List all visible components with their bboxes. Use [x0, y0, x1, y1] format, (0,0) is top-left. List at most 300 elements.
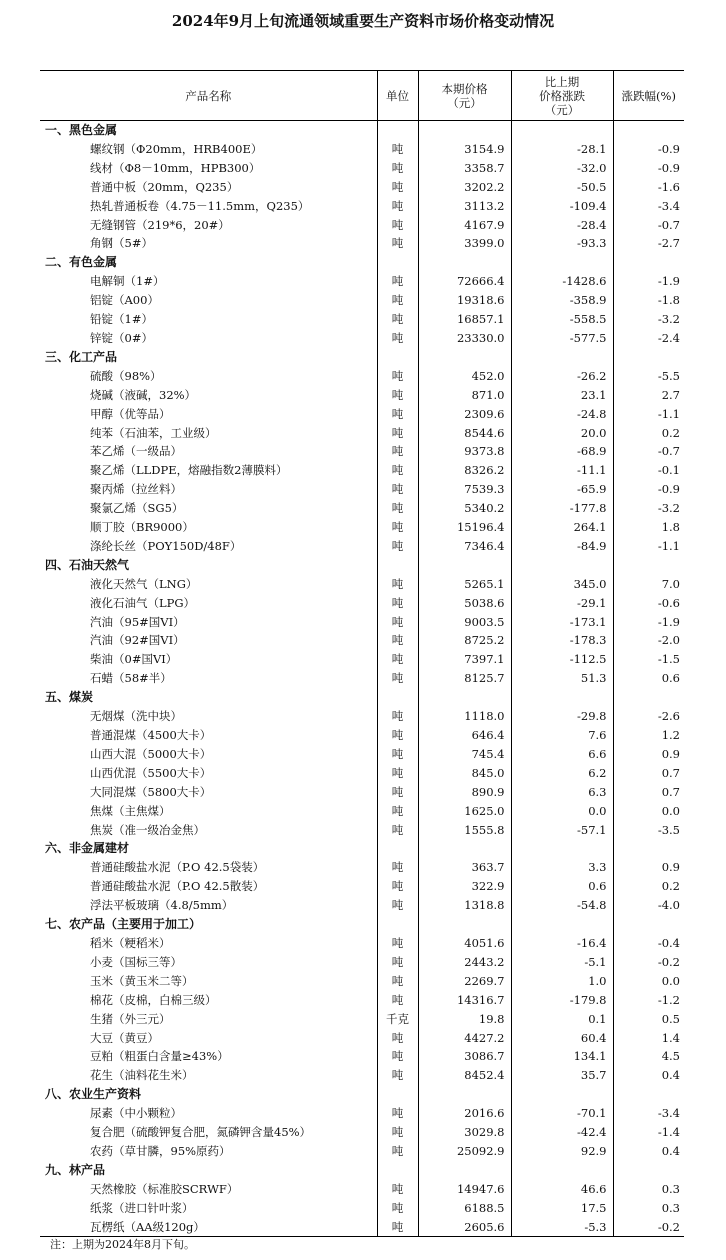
change-percent: -2.7 — [613, 234, 684, 253]
price-change: 134.1 — [511, 1047, 613, 1066]
price-change: -1428.6 — [511, 272, 613, 291]
category-name: 六、非金属建材 — [45, 841, 130, 856]
table-row — [40, 159, 684, 178]
change-percent: -0.7 — [613, 216, 684, 235]
category-diff-cell — [511, 121, 613, 140]
header-price-change-line2: 价格涨跌 — [539, 88, 585, 103]
category-price-cell — [418, 348, 511, 367]
price-change: -93.3 — [511, 234, 613, 253]
current-price: 452.0 — [418, 367, 511, 386]
category-name: 三、化工产品 — [45, 349, 118, 364]
unit-cell: 吨 — [377, 1180, 418, 1199]
current-price: 1118.0 — [418, 707, 511, 726]
product-name: 苯乙烯（一级品） — [90, 444, 182, 459]
product-name: 浮法平板玻璃（4.8/5mm） — [90, 898, 234, 913]
current-price: 3113.2 — [418, 197, 511, 216]
unit-cell: 吨 — [377, 1066, 418, 1085]
table-row — [40, 424, 684, 443]
current-price: 3029.8 — [418, 1123, 511, 1142]
category-pct-cell — [613, 915, 684, 934]
table-row — [40, 386, 684, 405]
price-table — [40, 70, 684, 1237]
product-name: 螺纹钢（Φ20mm，HRB400E） — [90, 141, 263, 156]
product-name: 普通中板（20mm，Q235） — [90, 179, 239, 194]
product-name: 焦煤（主焦煤） — [90, 803, 171, 818]
product-name: 豆粕（粗蛋白含量≥43%） — [90, 1049, 229, 1064]
price-change: 0.6 — [511, 877, 613, 896]
change-percent: -1.4 — [613, 1123, 684, 1142]
table-row — [40, 972, 684, 991]
document-title: 2024年9月上旬流通领域重要生产资料市场价格变动情况 — [171, 12, 555, 30]
product-name: 烧碱（液碱，32%） — [90, 387, 197, 402]
current-price: 9003.5 — [418, 613, 511, 632]
unit-cell: 吨 — [377, 480, 418, 499]
category-name: 七、农产品（主要用于加工） — [45, 917, 202, 932]
table-row — [40, 575, 684, 594]
product-name: 焦炭（准一级冶金焦） — [90, 822, 205, 837]
unit-cell: 吨 — [377, 159, 418, 178]
current-price: 25092.9 — [418, 1142, 511, 1161]
table-row — [40, 216, 684, 235]
unit-cell: 吨 — [377, 499, 418, 518]
table-row — [40, 783, 684, 802]
category-price-cell — [418, 1161, 511, 1180]
category-row — [40, 348, 684, 367]
unit-cell: 吨 — [377, 518, 418, 537]
product-name: 普通硅酸盐水泥（P.O 42.5散装） — [90, 879, 265, 894]
category-row — [40, 121, 684, 140]
product-name: 柴油（0#国VI） — [90, 652, 178, 667]
current-price: 8452.4 — [418, 1066, 511, 1085]
table-row — [40, 726, 684, 745]
table-row — [40, 480, 684, 499]
table-row — [40, 745, 684, 764]
current-price: 322.9 — [418, 877, 511, 896]
change-percent: -2.0 — [613, 631, 684, 650]
current-price: 4167.9 — [418, 216, 511, 235]
category-diff-cell — [511, 688, 613, 707]
table-row — [40, 594, 684, 613]
unit-cell: 吨 — [377, 613, 418, 632]
table-row — [40, 499, 684, 518]
price-change: 3.3 — [511, 858, 613, 877]
unit-cell: 吨 — [377, 537, 418, 556]
change-percent: -0.1 — [613, 461, 684, 480]
unit-cell: 吨 — [377, 442, 418, 461]
current-price: 845.0 — [418, 764, 511, 783]
price-change: 6.3 — [511, 783, 613, 802]
category-price-cell — [418, 121, 511, 140]
current-price: 5265.1 — [418, 575, 511, 594]
current-price: 7539.3 — [418, 480, 511, 499]
current-price: 8725.2 — [418, 631, 511, 650]
table-row — [40, 272, 684, 291]
table-row — [40, 1066, 684, 1085]
unit-cell: 吨 — [377, 745, 418, 764]
product-name: 石蜡（58#半） — [90, 671, 172, 686]
price-change: -29.1 — [511, 594, 613, 613]
unit-cell: 吨 — [377, 707, 418, 726]
category-pct-cell — [613, 556, 684, 575]
table-row — [40, 707, 684, 726]
category-row — [40, 839, 684, 858]
change-percent: 0.3 — [613, 1180, 684, 1199]
price-change: 17.5 — [511, 1199, 613, 1218]
unit-cell: 吨 — [377, 953, 418, 972]
current-price: 3086.7 — [418, 1047, 511, 1066]
table-row — [40, 310, 684, 329]
category-price-cell — [418, 1085, 511, 1104]
change-percent: -1.9 — [613, 613, 684, 632]
product-name: 聚乙烯（LLDPE，熔融指数2薄膜料） — [90, 463, 288, 478]
table-row — [40, 802, 684, 821]
unit-cell: 吨 — [377, 197, 418, 216]
current-price: 5340.2 — [418, 499, 511, 518]
current-price: 2269.7 — [418, 972, 511, 991]
product-name: 棉花（皮棉，白棉三级） — [90, 992, 217, 1007]
product-name: 硫酸（98%） — [90, 368, 162, 383]
product-name: 大同混煤（5800大卡） — [90, 784, 212, 799]
category-name: 一、黑色金属 — [45, 123, 118, 137]
product-name: 聚丙烯（拉丝料） — [90, 482, 182, 497]
change-percent: -0.4 — [613, 934, 684, 953]
category-pct-cell — [613, 121, 684, 140]
change-percent: 0.9 — [613, 745, 684, 764]
table-row — [40, 1104, 684, 1123]
product-name: 尿素（中小颗粒） — [90, 1106, 182, 1121]
price-change: 345.0 — [511, 575, 613, 594]
product-name: 涤纶长丝（POY150D/48F） — [90, 538, 242, 553]
table-row — [40, 291, 684, 310]
price-change: -179.8 — [511, 991, 613, 1010]
change-percent: 0.2 — [613, 424, 684, 443]
price-change: -558.5 — [511, 310, 613, 329]
unit-cell: 吨 — [377, 972, 418, 991]
change-percent: 4.5 — [613, 1047, 684, 1066]
unit-cell: 吨 — [377, 575, 418, 594]
unit-cell: 吨 — [377, 1218, 418, 1237]
current-price: 8544.6 — [418, 424, 511, 443]
change-percent: 0.7 — [613, 764, 684, 783]
product-name: 无烟煤（洗中块） — [90, 709, 182, 724]
table-row — [40, 613, 684, 632]
footnote: 注：上期为2024年8月下旬。 — [50, 1238, 195, 1251]
product-name: 纯苯（石油苯，工业级） — [90, 425, 217, 440]
product-name: 复合肥（硫酸钾复合肥，氮磷钾含量45%） — [90, 1125, 312, 1140]
price-change: -358.9 — [511, 291, 613, 310]
price-change: -5.3 — [511, 1218, 613, 1237]
current-price: 16857.1 — [418, 310, 511, 329]
table-row — [40, 991, 684, 1010]
current-price: 7346.4 — [418, 537, 511, 556]
product-name: 电解铜（1#） — [90, 274, 165, 289]
current-price: 7397.1 — [418, 650, 511, 669]
change-percent: 1.2 — [613, 726, 684, 745]
category-unit-cell — [377, 348, 418, 367]
change-percent: -2.6 — [613, 707, 684, 726]
price-change: 264.1 — [511, 518, 613, 537]
current-price: 363.7 — [418, 858, 511, 877]
header-price-change-line3: （元） — [544, 102, 580, 117]
category-unit-cell — [377, 556, 418, 575]
category-unit-cell — [377, 688, 418, 707]
table-row — [40, 1142, 684, 1161]
header-current-price — [418, 71, 511, 121]
unit-cell: 吨 — [377, 1199, 418, 1218]
change-percent: 1.8 — [613, 518, 684, 537]
table-row — [40, 821, 684, 840]
unit-cell: 吨 — [377, 1142, 418, 1161]
category-diff-cell — [511, 253, 613, 272]
price-change: 51.3 — [511, 669, 613, 688]
unit-cell: 吨 — [377, 650, 418, 669]
current-price: 3399.0 — [418, 234, 511, 253]
current-price: 871.0 — [418, 386, 511, 405]
unit-cell: 吨 — [377, 405, 418, 424]
price-change: -84.9 — [511, 537, 613, 556]
change-percent: -4.0 — [613, 896, 684, 915]
change-percent: -1.8 — [613, 291, 684, 310]
category-row — [40, 688, 684, 707]
change-percent: -0.9 — [613, 480, 684, 499]
unit-cell: 吨 — [377, 896, 418, 915]
category-pct-cell — [613, 348, 684, 367]
change-percent: -0.9 — [613, 159, 684, 178]
header-current-price-line2: （元） — [447, 95, 482, 110]
product-name: 液化石油气（LPG） — [90, 595, 196, 610]
category-price-cell — [418, 688, 511, 707]
product-name: 农药（草甘膦，95%原药） — [90, 1143, 231, 1158]
change-percent: -0.7 — [613, 442, 684, 461]
unit-cell: 吨 — [377, 310, 418, 329]
unit-cell: 千克 — [377, 1010, 418, 1029]
table-row — [40, 650, 684, 669]
category-name: 五、煤炭 — [45, 690, 94, 705]
unit-cell: 吨 — [377, 934, 418, 953]
unit-cell: 吨 — [377, 858, 418, 877]
change-percent: -0.9 — [613, 140, 684, 159]
table-row — [40, 329, 684, 348]
price-change: -577.5 — [511, 329, 613, 348]
price-change: -54.8 — [511, 896, 613, 915]
table-row — [40, 764, 684, 783]
product-name: 线材（Φ8－10mm，HPB300） — [90, 160, 261, 175]
change-percent: -1.6 — [613, 178, 684, 197]
change-percent: 0.6 — [613, 669, 684, 688]
price-change: -42.4 — [511, 1123, 613, 1142]
header-price-change — [511, 71, 613, 121]
change-percent: -5.5 — [613, 367, 684, 386]
category-row — [40, 556, 684, 575]
unit-cell: 吨 — [377, 1029, 418, 1048]
product-name: 汽油（92#国VI） — [90, 633, 185, 648]
table-body — [40, 121, 684, 1237]
category-row — [40, 1161, 684, 1180]
category-diff-cell — [511, 348, 613, 367]
category-price-cell — [418, 915, 511, 934]
category-pct-cell — [613, 1161, 684, 1180]
product-name: 山西优混（5500大卡） — [90, 765, 212, 780]
change-percent: 7.0 — [613, 575, 684, 594]
current-price: 1318.8 — [418, 896, 511, 915]
table-row — [40, 1180, 684, 1199]
change-percent: -1.1 — [613, 537, 684, 556]
price-change: -109.4 — [511, 197, 613, 216]
unit-cell: 吨 — [377, 329, 418, 348]
change-percent: 0.5 — [613, 1010, 684, 1029]
unit-cell: 吨 — [377, 821, 418, 840]
change-percent: -2.4 — [613, 329, 684, 348]
price-change: -112.5 — [511, 650, 613, 669]
unit-cell: 吨 — [377, 367, 418, 386]
current-price: 4427.2 — [418, 1029, 511, 1048]
current-price: 3202.2 — [418, 178, 511, 197]
current-price: 745.4 — [418, 745, 511, 764]
product-name: 纸浆（进口针叶浆） — [90, 1200, 194, 1215]
unit-cell: 吨 — [377, 877, 418, 896]
table-header-row — [40, 71, 684, 121]
table-row — [40, 405, 684, 424]
category-diff-cell — [511, 1085, 613, 1104]
price-change: -65.9 — [511, 480, 613, 499]
table-row — [40, 858, 684, 877]
table-row — [40, 442, 684, 461]
table-row — [40, 1199, 684, 1218]
category-unit-cell — [377, 253, 418, 272]
product-name: 花生（油料花生米） — [90, 1068, 194, 1083]
unit-cell: 吨 — [377, 631, 418, 650]
current-price: 2309.6 — [418, 405, 511, 424]
price-change: 60.4 — [511, 1029, 613, 1048]
change-percent: 0.3 — [613, 1199, 684, 1218]
price-change: -68.9 — [511, 442, 613, 461]
change-percent: -3.2 — [613, 499, 684, 518]
price-change: -50.5 — [511, 178, 613, 197]
unit-cell: 吨 — [377, 291, 418, 310]
category-name: 二、有色金属 — [45, 255, 118, 270]
product-name: 铅锭（1#） — [90, 312, 153, 327]
category-unit-cell — [377, 915, 418, 934]
unit-cell: 吨 — [377, 216, 418, 235]
category-row — [40, 915, 684, 934]
product-name: 甲醇（优等品） — [90, 406, 171, 421]
unit-cell: 吨 — [377, 1104, 418, 1123]
current-price: 2016.6 — [418, 1104, 511, 1123]
header-change-percent: 涨跌幅(%) — [613, 71, 684, 121]
change-percent: 2.7 — [613, 386, 684, 405]
change-percent: 0.4 — [613, 1142, 684, 1161]
change-percent: 0.9 — [613, 858, 684, 877]
unit-cell: 吨 — [377, 272, 418, 291]
price-change: 46.6 — [511, 1180, 613, 1199]
table-row — [40, 1029, 684, 1048]
price-change: -5.1 — [511, 953, 613, 972]
price-change: -29.8 — [511, 707, 613, 726]
product-name: 普通硅酸盐水泥（P.O 42.5袋装） — [90, 860, 265, 875]
price-change: -70.1 — [511, 1104, 613, 1123]
table-row — [40, 1123, 684, 1142]
category-name: 八、农业生产资料 — [45, 1087, 142, 1102]
table-row — [40, 537, 684, 556]
unit-cell: 吨 — [377, 178, 418, 197]
change-percent: -1.5 — [613, 650, 684, 669]
category-unit-cell — [377, 121, 418, 140]
header-price-change-line1: 比上期 — [544, 74, 580, 89]
current-price: 19.8 — [418, 1010, 511, 1029]
current-price: 2443.2 — [418, 953, 511, 972]
price-change: -32.0 — [511, 159, 613, 178]
current-price: 8125.7 — [418, 669, 511, 688]
product-name: 生猪（外三元） — [90, 1011, 171, 1026]
current-price: 1625.0 — [418, 802, 511, 821]
category-price-cell — [418, 556, 511, 575]
price-change: 6.2 — [511, 764, 613, 783]
current-price: 4051.6 — [418, 934, 511, 953]
change-percent: 0.0 — [613, 972, 684, 991]
category-pct-cell — [613, 253, 684, 272]
unit-cell: 吨 — [377, 386, 418, 405]
unit-cell: 吨 — [377, 669, 418, 688]
product-name: 聚氯乙烯（SG5） — [90, 501, 184, 516]
category-diff-cell — [511, 839, 613, 858]
category-row — [40, 253, 684, 272]
unit-cell: 吨 — [377, 140, 418, 159]
table-row — [40, 1010, 684, 1029]
table-row — [40, 178, 684, 197]
price-change: 35.7 — [511, 1066, 613, 1085]
change-percent: -3.2 — [613, 310, 684, 329]
table-row — [40, 669, 684, 688]
change-percent: 0.2 — [613, 877, 684, 896]
change-percent: -3.4 — [613, 197, 684, 216]
category-unit-cell — [377, 1161, 418, 1180]
price-change: 1.0 — [511, 972, 613, 991]
product-name: 无缝钢管（219*6，20#） — [90, 217, 230, 232]
product-name: 汽油（95#国VI） — [90, 614, 185, 629]
header-current-price-line1: 本期价格 — [441, 81, 488, 96]
table-row — [40, 631, 684, 650]
product-name: 玉米（黄玉米二等） — [90, 973, 194, 988]
change-percent: -0.2 — [613, 1218, 684, 1237]
header-unit: 单位 — [377, 71, 418, 121]
change-percent: -1.2 — [613, 991, 684, 1010]
unit-cell: 吨 — [377, 764, 418, 783]
category-pct-cell — [613, 839, 684, 858]
price-change: -11.1 — [511, 461, 613, 480]
product-name: 液化天然气（LNG） — [90, 576, 198, 591]
unit-cell: 吨 — [377, 234, 418, 253]
price-change: -28.1 — [511, 140, 613, 159]
current-price: 15196.4 — [418, 518, 511, 537]
price-change: 7.6 — [511, 726, 613, 745]
price-change: -28.4 — [511, 216, 613, 235]
price-change: 23.1 — [511, 386, 613, 405]
change-percent: -1.9 — [613, 272, 684, 291]
product-name: 热轧普通板卷（4.75－11.5mm，Q235） — [90, 198, 310, 213]
category-unit-cell — [377, 1085, 418, 1104]
product-name: 普通混煤（4500大卡） — [90, 728, 212, 742]
current-price: 72666.4 — [418, 272, 511, 291]
price-change: 0.0 — [511, 802, 613, 821]
product-name: 天然橡胶（标准胶SCRWF） — [90, 1181, 239, 1196]
price-change: 92.9 — [511, 1142, 613, 1161]
category-unit-cell — [377, 839, 418, 858]
table-row — [40, 140, 684, 159]
category-diff-cell — [511, 1161, 613, 1180]
current-price: 3358.7 — [418, 159, 511, 178]
category-pct-cell — [613, 1085, 684, 1104]
unit-cell: 吨 — [377, 424, 418, 443]
